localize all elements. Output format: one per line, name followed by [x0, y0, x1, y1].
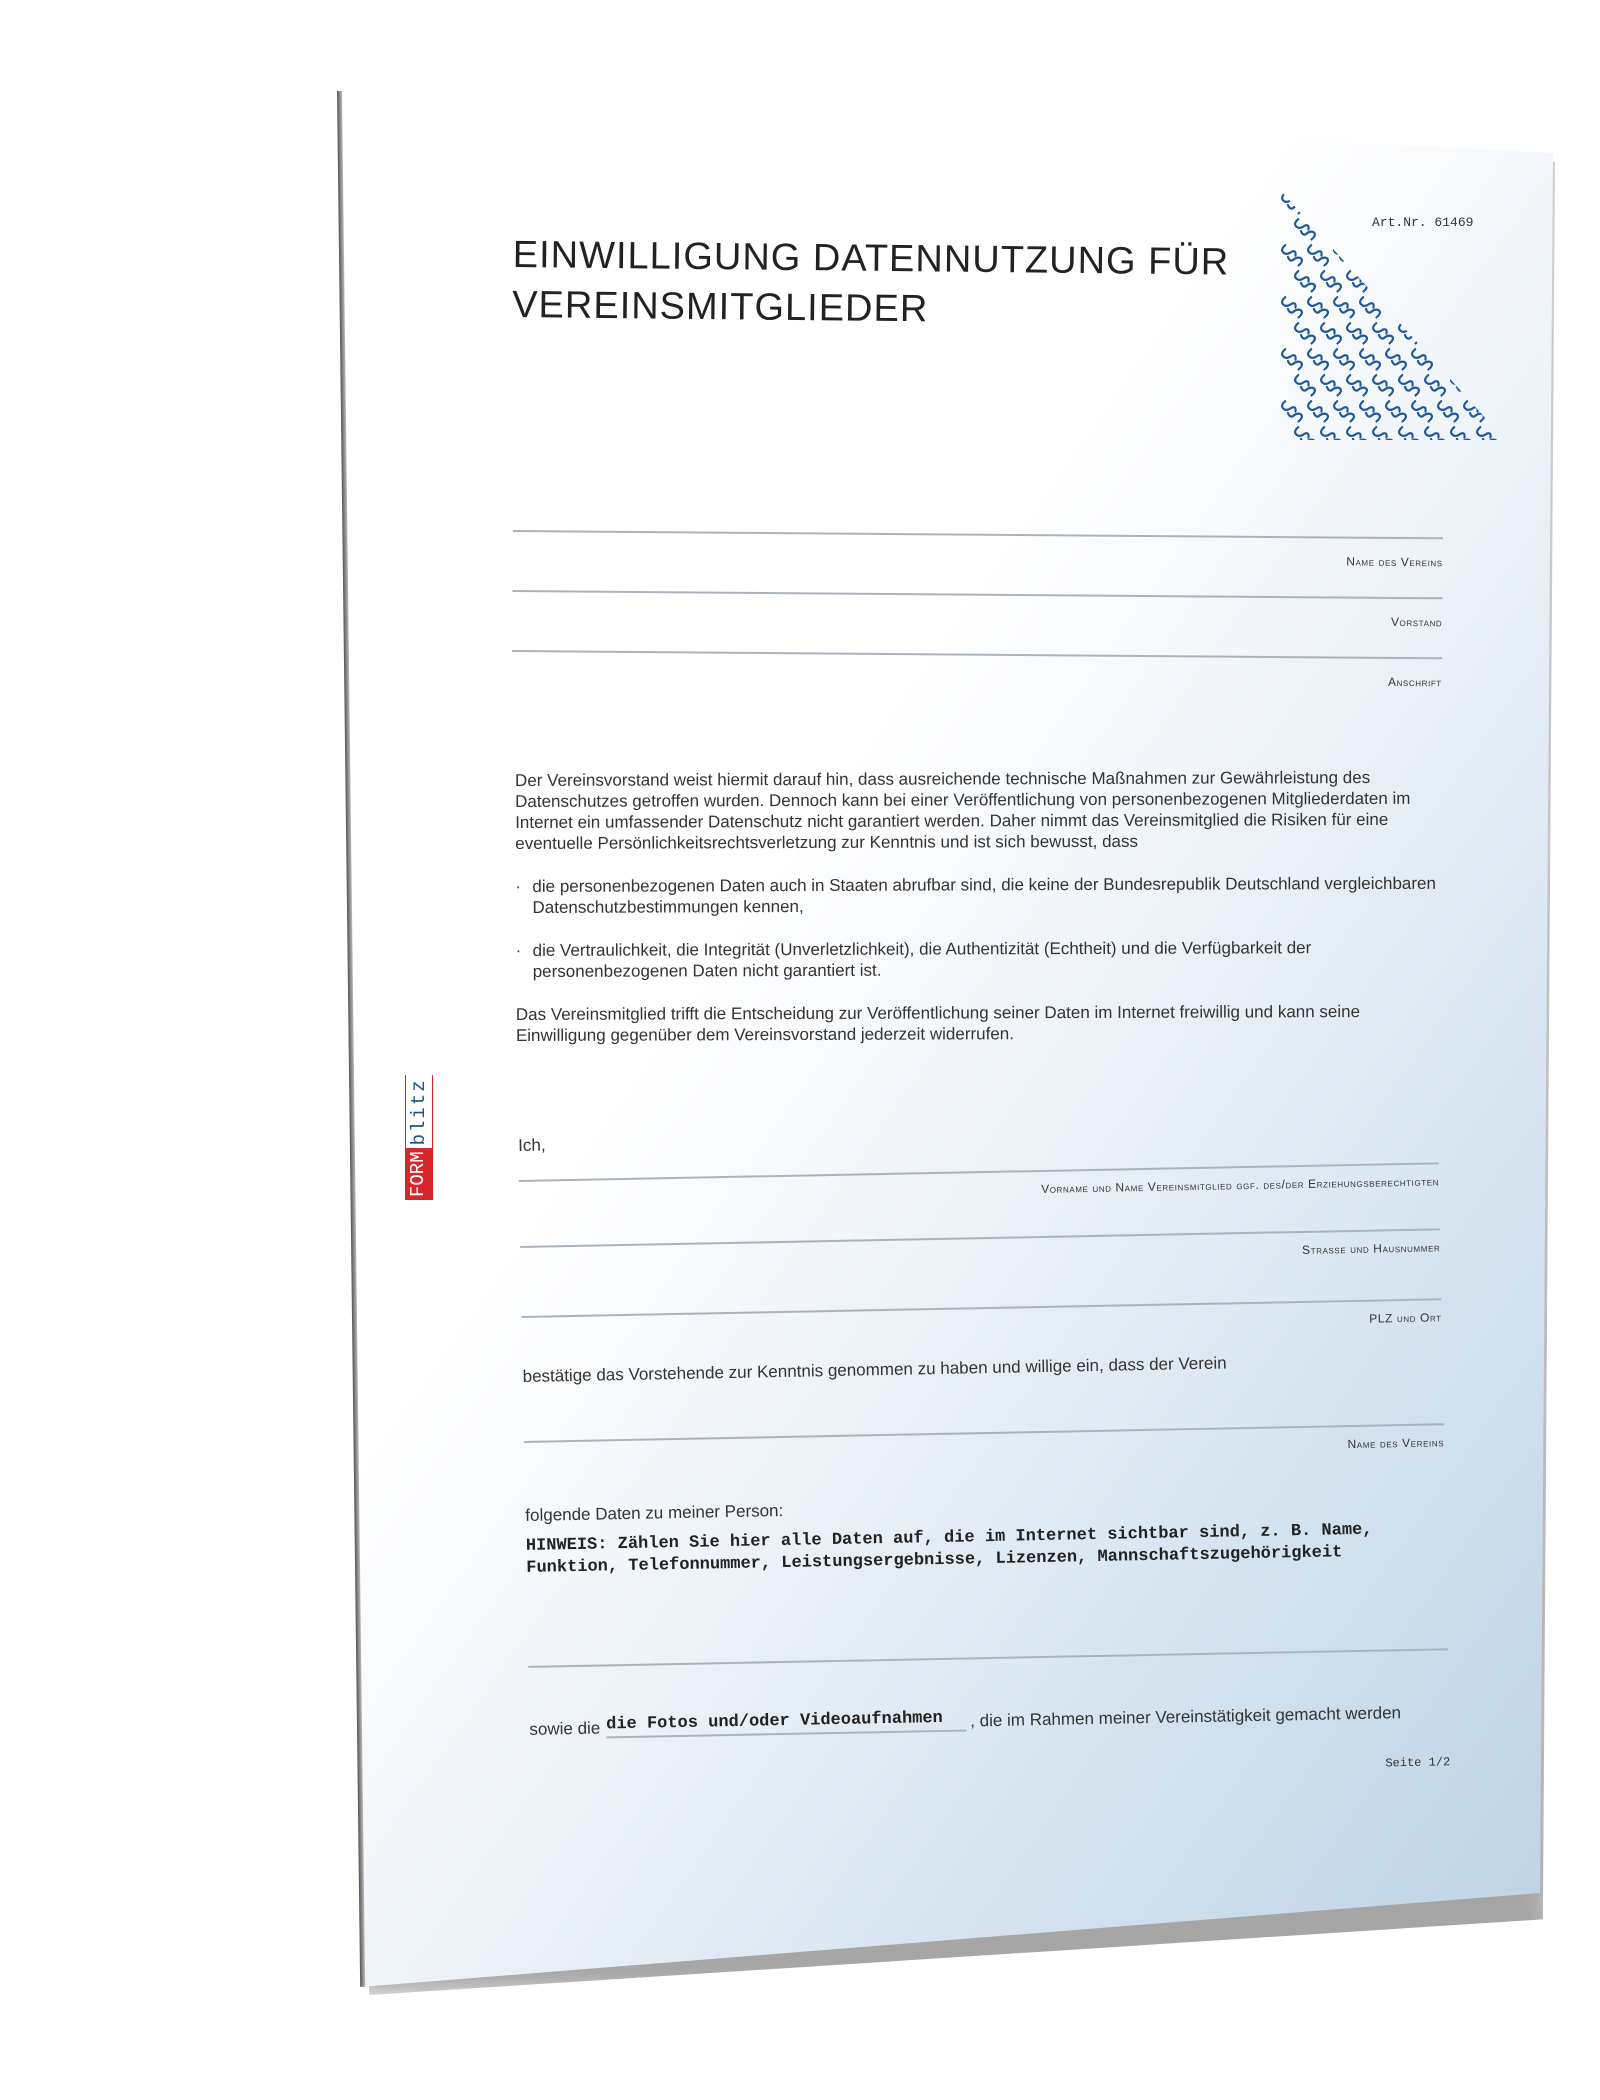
confirm-text: bestätige das Vorstehende zur Kenntnis genommen zu haben und willige ein, dass der Verein: [522, 1353, 1227, 1386]
paragraph-sign-icon: [1474, 427, 1499, 445]
paragraph-sign-icon: [1448, 323, 1473, 345]
paragraph-sign-icon: [1422, 427, 1447, 445]
paragraph-sign-icon: [1357, 193, 1382, 215]
paragraph-sign-icon: [1292, 427, 1317, 445]
paragraph-sign-icon: [1292, 219, 1317, 241]
paragraph-sign-icon: [1396, 271, 1421, 293]
paragraph-sign-icon: [1487, 297, 1505, 319]
paragraph-sign-icon: [1370, 323, 1395, 345]
paragraph-sign-icon: [1318, 271, 1343, 293]
paragraph-sign-icon: [1305, 349, 1330, 371]
paragraph-sign-icon: [1448, 375, 1473, 397]
paragraph-sign-icon: [1331, 401, 1356, 423]
field-label: Strasse und Hausnummer: [1301, 1240, 1441, 1257]
paragraph-sign-icon: [1305, 401, 1330, 423]
bullet-text: die personenbezogenen Daten auch in Staaten abrufbar sind, die keine der Bundesrepublik Deutschland vergleichbaren Datenschutzbestimmungen kennen,: [532, 873, 1436, 917]
paragraph-sign-icon: [1331, 245, 1356, 267]
media-field[interactable]: die Fotos und/oder Videoaufnahmen: [606, 1708, 966, 1739]
logo-form: FORM: [405, 1148, 433, 1200]
paragraph-sign-icon: [1435, 297, 1460, 319]
paragraph-sign-icon: [1344, 323, 1369, 345]
paragraph-sign-icon: [1292, 323, 1317, 345]
paragraph-sign-icon: [1357, 245, 1382, 267]
paragraph-sign-icon: [1280, 297, 1304, 319]
paragraph-sign-icon: [1422, 375, 1447, 397]
paragraph-sign-icon: [1280, 401, 1304, 423]
paragraph-sign-icon: [1435, 401, 1460, 423]
page-number: Seite 1/2: [1385, 1755, 1451, 1771]
field-label: Name des Vereins: [1346, 554, 1443, 570]
title-line-2: VEREINSMITGLIEDER: [511, 283, 929, 331]
paragraph-sign-icon: [1474, 375, 1499, 397]
sowie-suffix: , die im Rahmen meiner Vereinstätigkeit gemacht werden: [970, 1703, 1402, 1731]
paragraph-sign-icon: [1370, 427, 1395, 445]
body-text: [515, 767, 1441, 1068]
paragraph-sign-icon: [1370, 271, 1395, 293]
field-label: Vorname und Name Vereinsmitglied ggf. des/der Erziehungsberechtigten: [1041, 1174, 1440, 1196]
title-line-1: EINWILLIGUNG DATENNUTZUNG FÜR: [512, 233, 1230, 284]
paragraph-sign-icon: [1487, 245, 1505, 267]
paragraph-sign-icon: [1383, 349, 1408, 371]
paragraph-sign-icon: [1331, 349, 1356, 371]
paragraph-sign-icon: [1305, 245, 1330, 267]
paragraph-sign-icon: [1396, 375, 1421, 397]
paragraph-sign-icon: [1500, 219, 1505, 241]
paragraph-sign-icon: [1487, 349, 1505, 371]
bullet-text: die Vertraulichkeit, die Integrität (Unverletzlichkeit), die Authentizität (Echtheit) und die Verfügbarkeit der personenbezogenen Daten nicht garantiert ist.: [532, 938, 1312, 981]
document-title: [512, 230, 1230, 337]
paragraph-sign-icon: [1435, 193, 1460, 215]
field-label: PLZ und Ort: [1369, 1310, 1442, 1326]
paragraph-sign-icon: [1344, 375, 1369, 397]
data-line[interactable]: [528, 1648, 1448, 1668]
paragraph-sign-icon: [1422, 323, 1447, 345]
paragraph-sign-icon: [1318, 375, 1343, 397]
ich-label: Ich,: [518, 1135, 546, 1155]
paragraph-sign-icon: [1448, 271, 1473, 293]
paragraph-sign-icon: [1383, 245, 1408, 267]
paragraph-sign-icon: [1318, 323, 1343, 345]
paragraph-sign-icon: [1435, 245, 1460, 267]
paragraph-sign-icon: [1474, 219, 1499, 241]
sowie-prefix: sowie die: [529, 1718, 601, 1739]
paragraph-sign-icon: [1357, 401, 1382, 423]
paragraph-sign-icon: [1474, 271, 1499, 293]
paragraph-sign-icon: [1280, 349, 1304, 371]
paragraph-sign-icon: [1305, 193, 1330, 215]
paragraph-sign-icon: [1344, 271, 1369, 293]
paragraph-sign-icon: [1461, 297, 1486, 319]
bullet-item: [516, 937, 1441, 982]
paragraph-sign-icon: [1422, 271, 1447, 293]
paragraph-sign-icon: [1461, 193, 1486, 215]
formblitz-logo: [405, 1050, 435, 1200]
paragraph-sign-icon: [1331, 193, 1356, 215]
data-intro: folgende Daten zu meiner Person:: [525, 1500, 784, 1525]
paragraph-sign-icon: [1409, 349, 1434, 371]
paragraph-sign-icon: [1370, 375, 1395, 397]
paragraph-sign-icon: [1500, 427, 1505, 445]
paragraph-sign-icon: [1409, 193, 1434, 215]
bullet-icon: ·: [515, 876, 522, 896]
paragraph-sign-icon: [1383, 297, 1408, 319]
paragraph-sign-icon: [1331, 297, 1356, 319]
paragraph-sign-icon: [1409, 401, 1434, 423]
paragraph-sign-icon: [1500, 375, 1505, 397]
paragraph-sign-icon: [1344, 219, 1369, 241]
hint-text[interactable]: HINWEIS: Zählen Sie hier alle Daten auf, die im Internet sichtbar sind, z. B. Name, Funktion, Telefonnummer, Leistungsergebnisse, Lizenzen, Mannschaftszugehörigkeit: [525, 1520, 1373, 1578]
paragraph-sign-icon: [1409, 297, 1434, 319]
paragraph-sign-icon: [1396, 427, 1421, 445]
intro-paragraph: Der Vereinsvorstand weist hiermit darauf hin, dass ausreichende technische Maßnahmen zur Gewährleistung des Datenschutzes getroffen wurden. Dennoch kann bei einer Veröffentlichung von personenbezogenen Mitgliederdaten im Internet ein umfassender Datenschutz nicht garantiert werden. Daher nimmt das Vereinsmitglied die Risiken für eine eventuelle Persönlichkeitsrechtsverletzung zur Kenntnis und ist sich bewusst, dass: [515, 768, 1411, 853]
paragraph-sign-icon: [1318, 427, 1343, 445]
club-fields: [512, 530, 1443, 717]
paragraph-sign-icon: [1461, 245, 1486, 267]
paragraph-sign-icon: [1448, 427, 1473, 445]
paragraph-sign-icon: [1318, 219, 1343, 241]
paragraph-sign-icon: [1280, 245, 1304, 267]
article-number: Art.Nr. 61469: [1372, 215, 1474, 230]
paragraph-sign-icon: [1396, 323, 1421, 345]
paragraph-sign-icon: [1409, 245, 1434, 267]
sowie-row: [529, 1698, 1449, 1740]
member-section: [518, 1117, 1450, 1791]
paragraph-sign-icon: [1357, 349, 1382, 371]
paragraph-sign-icon: [1474, 323, 1499, 345]
bullet-item: [515, 873, 1440, 918]
paragraph-sign-icon: [1500, 271, 1505, 293]
paragraph-sign-icon: [1461, 349, 1486, 371]
paragraph-sign-icon: [1292, 375, 1317, 397]
field-label: Anschrift: [1387, 674, 1442, 690]
paragraph-sign-icon: [1357, 297, 1382, 319]
logo-blitz: blitz: [405, 1075, 433, 1148]
paragraph-sign-icon: [1383, 401, 1408, 423]
paragraph-sign-icon: [1280, 193, 1304, 215]
field-label: Vorstand: [1390, 614, 1443, 630]
bullet-icon: ·: [515, 940, 522, 960]
paragraph-sign-icon: [1435, 349, 1460, 371]
paragraph-sign-icon: [1383, 193, 1408, 215]
paragraph-sign-icon: [1487, 401, 1505, 423]
paragraph-sign-icon: [1500, 323, 1505, 345]
paragraph-sign-icon: [1305, 297, 1330, 319]
field-label: Name des Vereins: [1347, 1435, 1445, 1452]
paragraph-sign-icon: [1487, 193, 1505, 215]
paragraph-sign-icon: [1292, 271, 1317, 293]
outro-paragraph: Das Vereinsmitglied trifft die Entscheidung zur Veröffentlichung seiner Daten im Internet freiwillig und kann seine Einwilligung gegenüber dem Vereinsvorstand jederzeit widerrufen.: [515, 1002, 1361, 1045]
paragraph-sign-icon: [1344, 427, 1369, 445]
paragraph-sign-icon: [1461, 401, 1486, 423]
